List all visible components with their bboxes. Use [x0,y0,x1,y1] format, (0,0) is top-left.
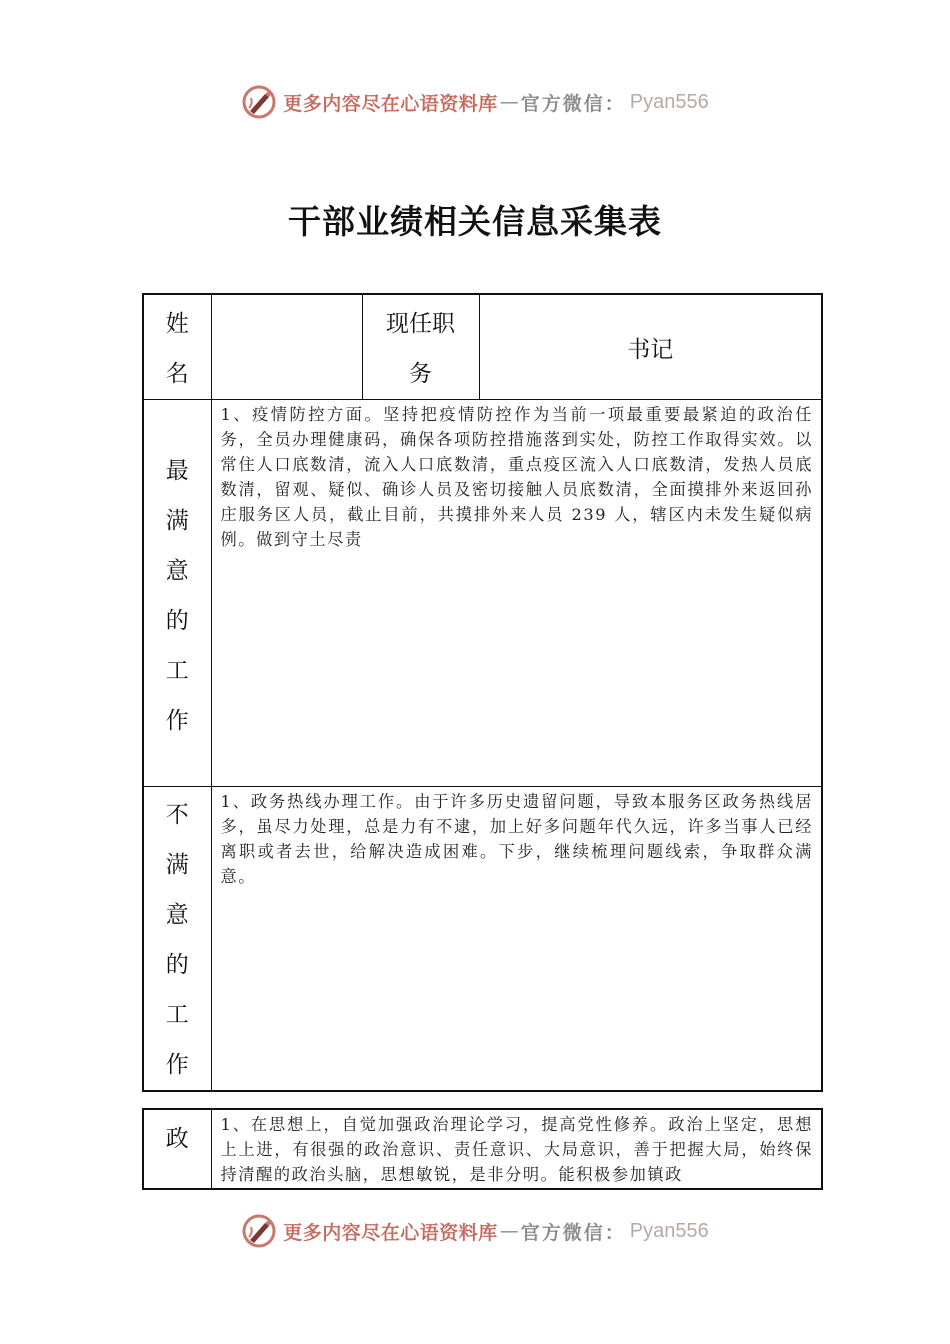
pen-logo-icon [241,84,277,120]
unsatisfied-content-text: 1、政务热线办理工作。由于许多历史遗留问题，导致本服务区政务热线居多，虽尽力处理，总是力有不逮，加上好多问题年代久远，许多当事人已经离职或者去世，给解决造成困难。下步，继续梳理问题线索，争取群众满意。 [220,792,813,887]
document-title: 干部业绩相关信息采集表 [288,202,662,241]
watermark-banner-top [0,82,950,122]
satisfied-label-char: 满 [165,508,189,534]
pen-logo-icon [241,1213,277,1249]
position-label-cell [362,294,479,400]
name-label-cell [143,294,211,400]
satisfied-label-char: 作 [165,708,189,734]
name-label-char: 名 [165,361,189,387]
position-label-line: 现任职 [386,311,455,337]
unsatisfied-label-char: 的 [165,952,189,978]
unsatisfied-label-cell [143,787,211,1092]
position-value-cell[interactable] [479,294,822,400]
unsatisfied-content-cell[interactable] [211,787,822,1092]
political-content-text: 1、在思想上，自觉加强政治理论学习，提高党性修养。政治上坚定，思想上上进，有很强的政治意识、责任意识、大局意识，善于把握大局，始终保持清醒的政治头脑，思想敏锐，是非分明。能积极参加镇政 [220,1115,813,1185]
banner-dash: — [499,1220,519,1242]
banner-wechat-id: Pyan556 [629,90,709,113]
political-content-cell[interactable] [211,1109,822,1189]
banner-text: 更多内容尽在心语资料库 [283,1221,498,1244]
unsatisfied-label-char: 不 [165,802,189,828]
satisfied-label-char: 工 [165,658,189,684]
info-table [142,293,823,1092]
satisfied-label-char: 的 [165,608,189,634]
political-label-char: 政 [165,1126,189,1152]
unsatisfied-label-char: 作 [165,1052,189,1078]
position-value: 书记 [627,336,674,363]
banner-wechat-id: Pyan556 [629,1219,709,1242]
position-label-line: 务 [409,361,432,387]
unsatisfied-label-char: 意 [165,902,189,928]
banner-text: 更多内容尽在心语资料库 [283,92,498,115]
name-value-cell[interactable] [211,294,362,400]
unsatisfied-label-char: 满 [165,852,189,878]
political-table [142,1108,823,1190]
banner-wechat-label: 官方微信： [520,1221,626,1244]
satisfied-content-text: 1、疫情防控方面。坚持把疫情防控作为当前一项最重要最紧迫的政治任务，全员办理健康码，确保各项防控措施落到实处，防控工作取得实效。以常住人口底数清，流入人口底数清，重点疫区流入人口底数清，发热人员底数清，留观、疑似、确诊人员及密切接触人员底数清，全面摸排外来返回孙庄服务区人员，截止目前，共摸排外来人员 239 人，辖区内未发生疑似病例。做到守土尽责 [220,405,813,550]
satisfied-label-cell [143,400,211,787]
banner-dash: — [499,91,519,113]
satisfied-content-cell[interactable] [211,400,822,787]
name-label-char: 姓 [165,311,189,337]
satisfied-label-char: 意 [165,558,189,584]
watermark-banner-bottom [0,1211,950,1251]
unsatisfied-label-char: 工 [165,1002,189,1028]
political-label-cell [143,1109,211,1189]
banner-wechat-label: 官方微信： [520,92,626,115]
satisfied-label-char: 最 [165,458,189,484]
